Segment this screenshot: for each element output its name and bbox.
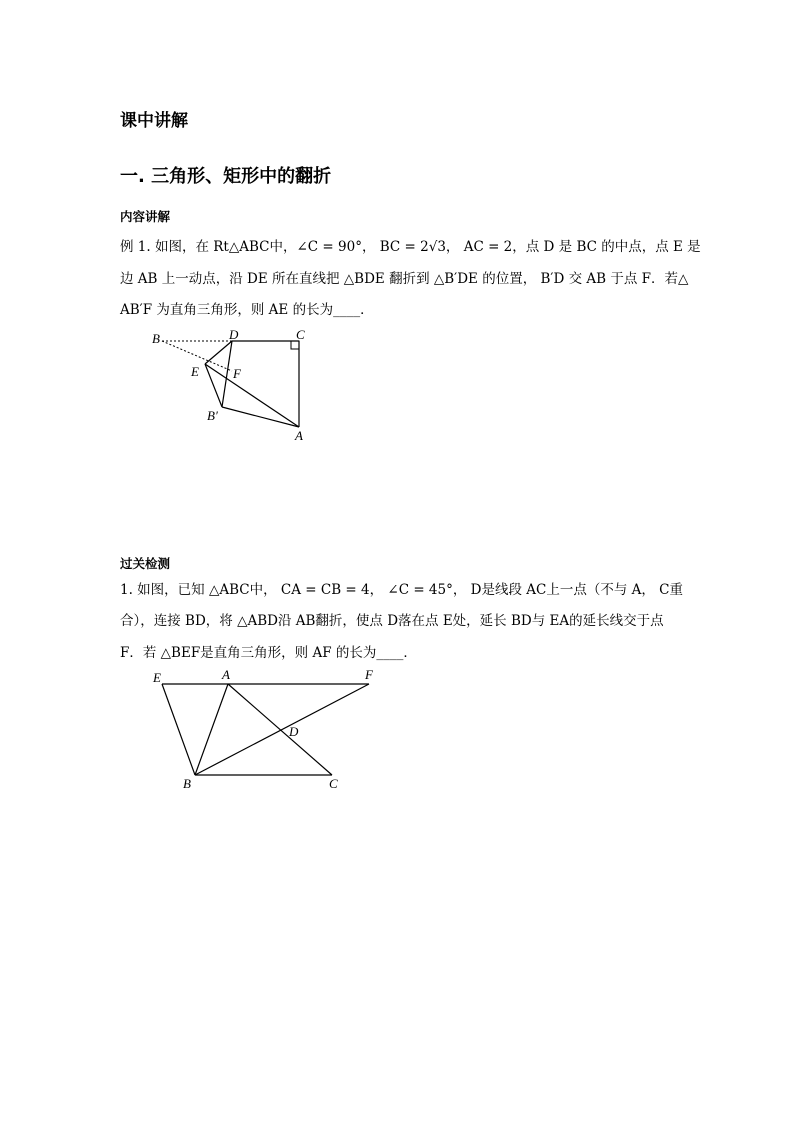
segment-ac — [228, 684, 332, 775]
example1-line2: 边 AB 上一动点，沿 DE 所在直线把 △BDE 翻折到 △B′DE 的位置， B′D 交 AB 于点 F．若△ — [120, 271, 689, 287]
label-f: F — [233, 366, 241, 381]
example1-line3: AB′F 为直角三角形，则 AE 的长为____． — [120, 302, 374, 318]
example1-line1: 例 1. 如图，在 Rt△ABC中，∠C = 90°， BC = 2√3， AC = 2，点 D 是 BC 的中点，点 E 是 — [120, 239, 701, 255]
subsection-title-content: 内容讲解 — [120, 209, 171, 224]
segment-ba — [195, 684, 228, 775]
label-c: C — [329, 776, 338, 791]
segment-b-prime-d — [222, 341, 232, 407]
problem1-line1: 1. 如图，已知 △ABC中， CA = CB = 4， ∠C = 45°， D是线段 AC上一点（不与 A， C重 — [120, 582, 683, 598]
segment-b-prime-a — [222, 407, 299, 427]
label-a: A — [222, 667, 230, 682]
chapter-heading: 一. 三角形、矩形中的翻折 — [120, 166, 332, 187]
segment-eb-prime — [205, 364, 222, 407]
right-angle-mark — [291, 341, 299, 349]
segment-ea — [205, 364, 299, 427]
problem1-line3: F．若 △BEF是直角三角形，则 AF 的长为____． — [120, 645, 417, 661]
section-title: 课中讲解 — [120, 111, 188, 131]
label-b: B — [183, 776, 191, 791]
segment-bf — [195, 684, 369, 775]
label-e: E — [191, 364, 199, 379]
label-c: C — [296, 327, 305, 342]
label-e: E — [153, 670, 161, 685]
label-b: B — [152, 331, 160, 346]
example1-figure — [140, 320, 330, 450]
label-b-prime: B′ — [207, 408, 218, 423]
label-a: A — [295, 428, 303, 443]
problem1-figure — [145, 664, 385, 794]
problem1-line2: 合），连接 BD，将 △ABD沿 AB翻折，使点 D落在点 E处，延长 BD与 EA的延长线交于点 — [120, 613, 664, 629]
segment-eb — [162, 684, 195, 775]
segment-ed — [205, 341, 232, 364]
label-d: D — [229, 327, 239, 342]
subsection-title-check: 过关检测 — [120, 556, 171, 571]
label-f: F — [365, 667, 373, 682]
label-d: D — [289, 724, 299, 739]
